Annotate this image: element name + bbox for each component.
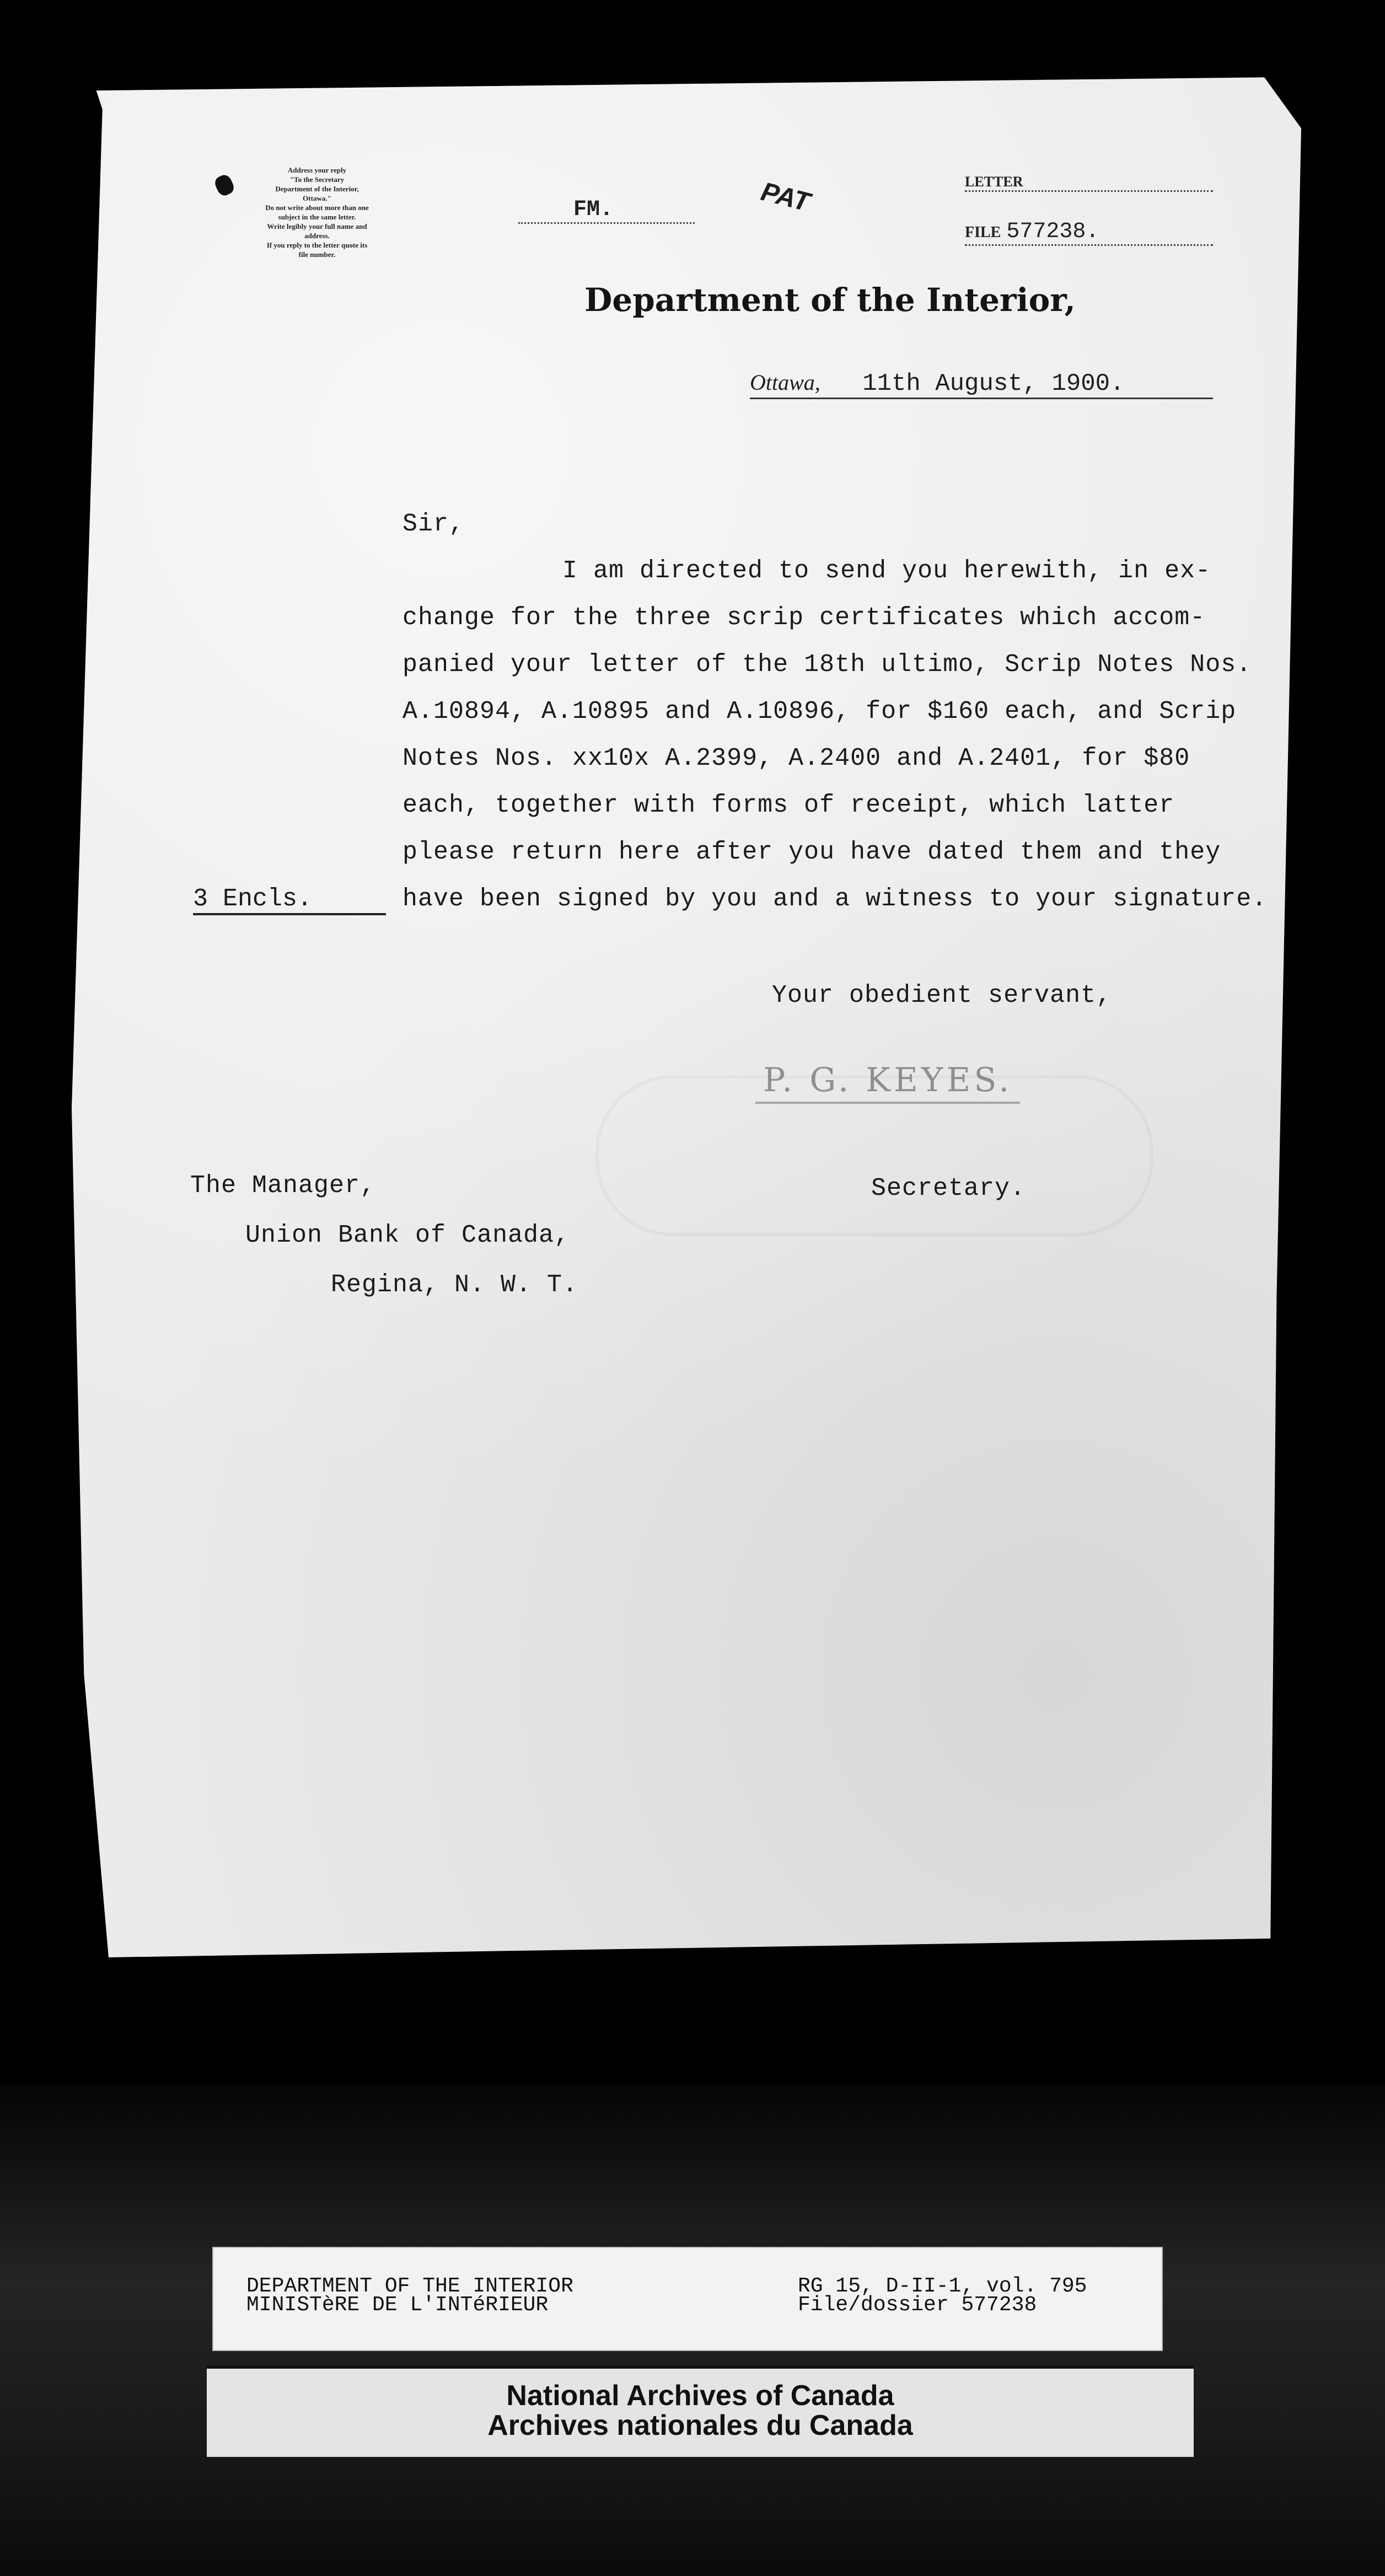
reply-instructions: [226, 165, 408, 259]
instruction-line: address.: [304, 232, 330, 240]
pat-stamp: PAT: [758, 177, 813, 217]
archives-label: [207, 2365, 1194, 2457]
instruction-line: Address your reply: [287, 166, 347, 174]
archive-reference-label: [212, 2247, 1163, 2351]
instruction-line: "To the Secretary: [289, 175, 345, 184]
fm-field: FM.: [518, 197, 695, 224]
addressee-line: The Manager,: [190, 1172, 376, 1200]
body-line: each, together with forms of receipt, which latter: [402, 791, 1175, 819]
date: 11th August, 1900.: [862, 370, 1125, 398]
volume-reference: RG 15, D-II-1, vol. 795: [798, 2274, 1087, 2298]
instruction-line: subject in the same letter.: [278, 213, 356, 221]
dept-fr: MINISTèRE DE L'INTéRIEUR: [246, 2293, 549, 2317]
place: Ottawa,: [750, 370, 820, 395]
dateline: [750, 369, 1213, 399]
body-line: change for the three scrip certificates which accom-: [402, 604, 1206, 632]
body-line: have been signed by you and a witness to your signature.: [402, 885, 1268, 913]
instruction-line: Ottawa.": [303, 194, 331, 202]
body-line: A.10894, A.10895 and A.10896, for $160 each, and Scrip: [402, 697, 1237, 726]
signature-stamp: P. G. KEYES.: [755, 1059, 1020, 1104]
file-number: 577238.: [1006, 219, 1099, 244]
addressee-line: Regina, N. W. T.: [331, 1271, 578, 1299]
instruction-line: Write legibly your full name and: [267, 222, 367, 230]
signatory-title: Secretary.: [871, 1174, 1026, 1203]
letter-page: [72, 72, 1301, 1957]
archives-en: National Archives of Canada: [506, 2380, 894, 2412]
body-line: Notes Nos. xx10x A.2399, A.2400 and A.2401, for $80: [402, 744, 1190, 772]
instruction-line: file number.: [298, 250, 336, 259]
salutation: Sir,: [402, 510, 465, 538]
department-heading: Department of the Interior,: [584, 281, 1076, 319]
body-line: I am directed to send you herewith, in ex-: [562, 557, 1211, 585]
body-line: please return here after you have dated them and they: [402, 838, 1221, 866]
instruction-line: If you reply to the letter quote its: [266, 241, 368, 249]
archives-name: [207, 2381, 1194, 2440]
file-number-field: [965, 219, 1213, 246]
dept-en: DEPARTMENT OF THE INTERIOR: [246, 2274, 573, 2298]
instruction-line: Do not write about more than one: [265, 203, 369, 212]
closing: Your obedient servant,: [772, 981, 1112, 1010]
archives-fr: Archives nationales du Canada: [487, 2409, 913, 2441]
addressee-line: Union Bank of Canada,: [245, 1221, 570, 1249]
enclosures-note: 3 Encls.: [193, 885, 386, 915]
instruction-line: Department of the Interior,: [275, 185, 359, 193]
file-label: FILE: [965, 224, 1001, 241]
letter-label: LETTER: [965, 174, 1023, 190]
file-reference: File/dossier 577238: [798, 2293, 1037, 2317]
body-line: panied your letter of the 18th ultimo, Scrip Notes Nos.: [402, 651, 1252, 679]
letter-number-field: [965, 174, 1213, 192]
